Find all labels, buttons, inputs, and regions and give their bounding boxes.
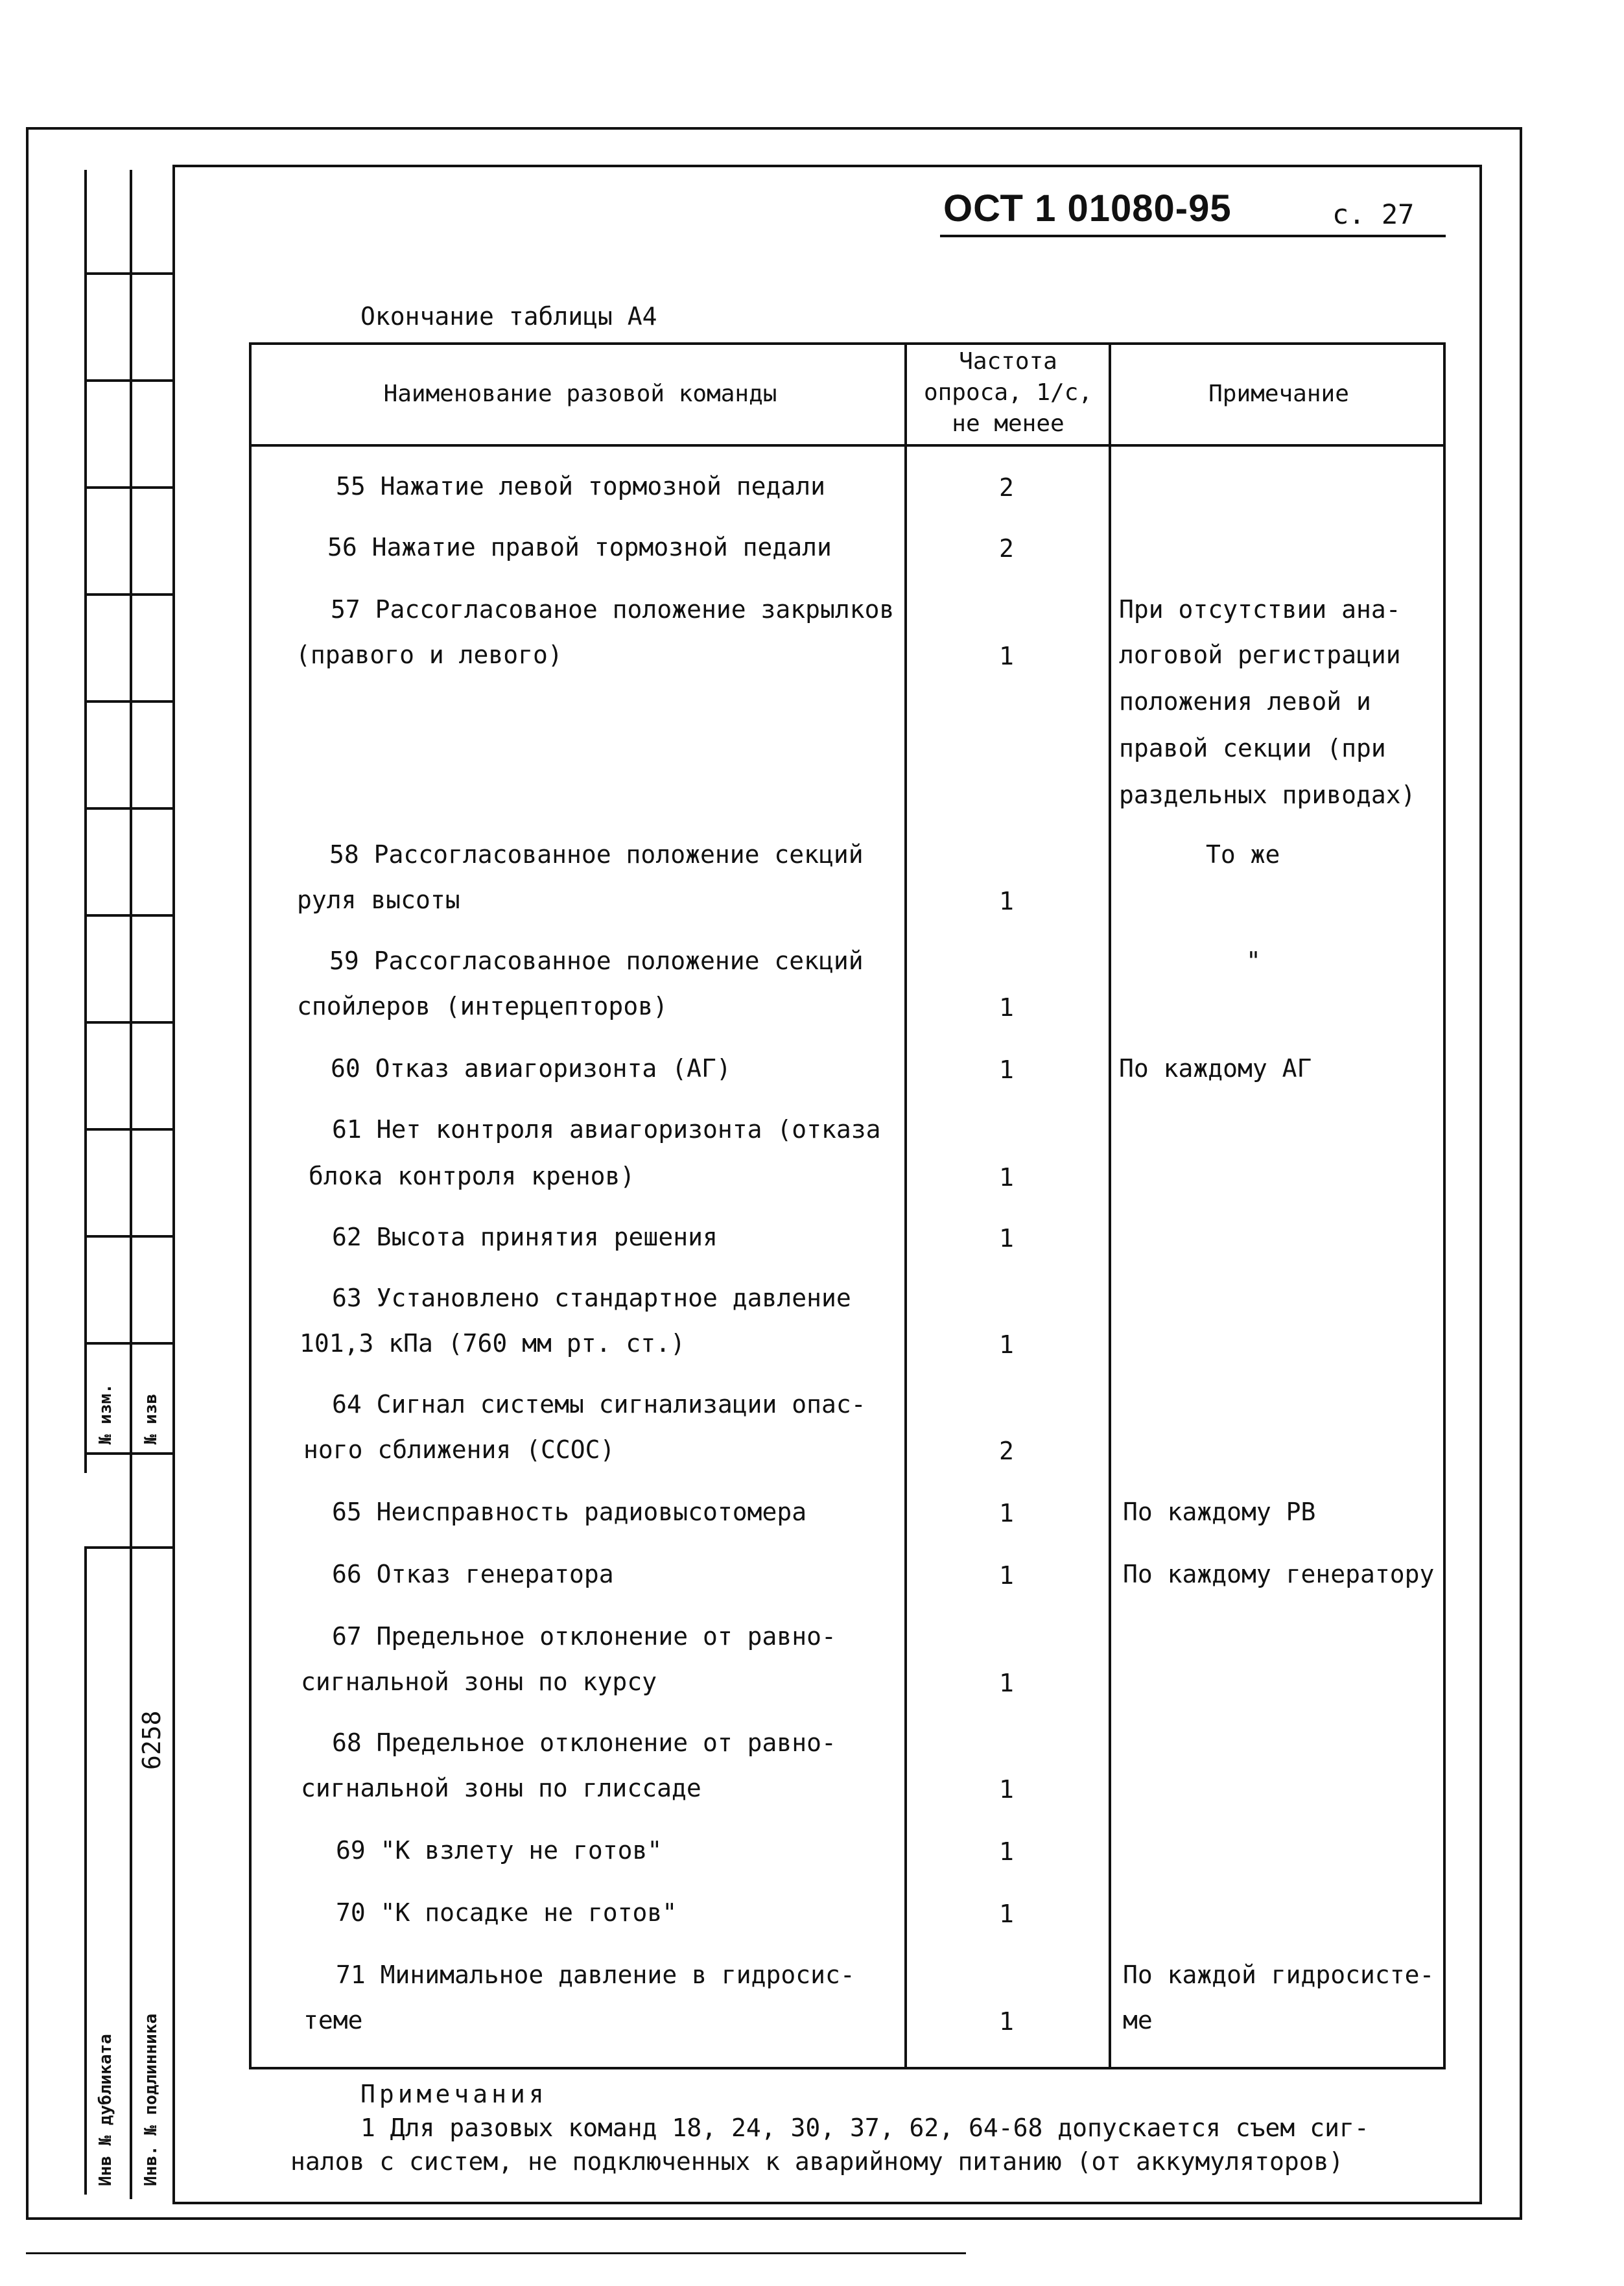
- table-row-note: логовой регистрации: [1119, 641, 1401, 669]
- notes-line: налов с систем, не подключенных к аварийному питанию (от аккумуляторов): [290, 2147, 1344, 2176]
- table-row-note: По каждому АГ: [1119, 1054, 1312, 1083]
- table-row-freq: 2: [999, 473, 1014, 502]
- table-row-name: (правого и левого): [296, 641, 563, 669]
- table-row-name: 68 Предельное отклонение от равно-: [332, 1728, 836, 1757]
- table-caption: Окончание таблицы А4: [360, 302, 657, 331]
- col-rule-1: [904, 342, 907, 2069]
- table-row-note: То же: [1206, 840, 1280, 869]
- table-row-note: ме: [1123, 2006, 1153, 2034]
- table-row-freq: 1: [999, 1330, 1014, 1359]
- table-row-freq: 1: [999, 1055, 1014, 1084]
- col-header-freq-line: не менее: [952, 410, 1065, 437]
- table-row-note: По каждому генератору: [1123, 1560, 1435, 1588]
- side-label-dublikat: Инв № дубликата: [96, 2034, 115, 2186]
- table-row-name: блока контроля кренов): [309, 1162, 635, 1190]
- table-row-name: 101,3 кПа (760 мм рт. ст.): [300, 1329, 685, 1358]
- side-podlinnik-number: 6258: [137, 1710, 166, 1770]
- col-header-freq-line: опроса, 1/с,: [923, 379, 1093, 406]
- standard-code: ОСТ 1 01080-95: [943, 187, 1232, 230]
- table-row-freq: 1: [999, 993, 1014, 1022]
- table-row-freq: 1: [999, 1561, 1014, 1590]
- side-strip-line: [84, 170, 87, 1473]
- side-strip-line: [84, 1546, 87, 2195]
- table-row-name: 66 Отказ генератора: [332, 1560, 614, 1588]
- col-header-name: Наименование разовой команды: [383, 381, 777, 407]
- col-header-freq: [908, 346, 1109, 440]
- table-row-name: 61 Нет контроля авиагоризонта (отказа: [332, 1115, 881, 1144]
- table-row-note: правой секции (при: [1119, 734, 1386, 762]
- table-row-freq: 1: [999, 1775, 1014, 1804]
- side-strip-sep: [84, 1021, 175, 1024]
- table-row-name: 64 Сигнал системы сигнализации опас-: [332, 1390, 866, 1419]
- table-row-freq: 1: [999, 1837, 1014, 1866]
- table-row-name: 63 Установлено стандартное давление: [332, 1284, 851, 1312]
- table-row-name: 69 "К взлету не готов": [336, 1836, 663, 1865]
- table-row-freq: 1: [999, 1224, 1014, 1253]
- bottom-scan-line: [26, 2252, 966, 2254]
- table-row-name: 59 Рассогласованное положение секций: [329, 947, 864, 975]
- side-strip-sep: [84, 593, 175, 596]
- page-number: с. 27: [1332, 198, 1415, 230]
- table-row-name: спойлеров (интерцепторов): [297, 992, 668, 1020]
- side-strip-sep: [84, 700, 175, 703]
- notes-line: 1 Для разовых команд 18, 24, 30, 37, 62, 64-68 допускается съем сиг-: [360, 2114, 1369, 2142]
- table-row-note: ": [1246, 947, 1261, 975]
- table-row-name: 58 Рассогласованное положение секций: [329, 840, 864, 869]
- table-row-freq: 1: [999, 2007, 1014, 2036]
- table-row-freq: 1: [999, 642, 1014, 670]
- table-row-freq: 2: [999, 1437, 1014, 1465]
- col-rule-2: [1109, 342, 1111, 2069]
- side-strip-sep: [84, 1546, 175, 1549]
- side-strip-sep: [84, 486, 175, 489]
- table-row-name: ного сближения (ССОС): [303, 1435, 615, 1464]
- table-row-note: раздельных приводах): [1119, 781, 1416, 809]
- side-strip-sep: [84, 1452, 175, 1455]
- side-strip-sep: [84, 1128, 175, 1131]
- table-row-name: теме: [303, 2006, 363, 2034]
- table-row-freq: 1: [999, 1163, 1014, 1192]
- table-row-note: По каждому РВ: [1123, 1498, 1316, 1526]
- table-row-name: 67 Предельное отклонение от равно-: [332, 1622, 836, 1651]
- table-row-name: сигнальной зоны по курсу: [301, 1667, 657, 1696]
- table-row-freq: 2: [999, 534, 1014, 563]
- side-label-podlinnik: Инв. № подлинника: [141, 2013, 161, 2186]
- table-row-note: По каждой гидросисте-: [1123, 1961, 1435, 1989]
- header-underline: [940, 235, 1446, 237]
- table-row-freq: 1: [999, 1669, 1014, 1697]
- side-strip-sep: [84, 1342, 175, 1345]
- table-row-freq: 1: [999, 887, 1014, 915]
- side-strip-line: [130, 170, 132, 2199]
- table-header-rule: [249, 444, 1446, 447]
- table-row-name: 60 Отказ авиагоризонта (АГ): [331, 1054, 731, 1083]
- table-row-name: 65 Неисправность радиовысотомера: [332, 1498, 807, 1526]
- table-row-name: руля высоты: [297, 886, 460, 914]
- table-row-freq: 1: [999, 1900, 1014, 1928]
- side-strip-sep: [84, 379, 175, 382]
- side-label-izv: № изв: [141, 1393, 161, 1444]
- notes-title: Примечания: [360, 2080, 548, 2108]
- table-row-note: При отсутствии ана-: [1119, 595, 1401, 624]
- table-row-name: 55 Нажатие левой тормозной педали: [336, 472, 825, 501]
- table-row-name: 70 "К посадке не готов": [336, 1898, 677, 1927]
- table-row-name: 71 Минимальное давление в гидросис-: [336, 1961, 855, 1989]
- side-strip-sep: [84, 914, 175, 917]
- table-row-name: 62 Высота принятия решения: [332, 1223, 718, 1251]
- table-row-freq: 1: [999, 1499, 1014, 1527]
- side-strip-sep: [84, 272, 175, 275]
- col-header-note: Примечание: [1208, 381, 1349, 407]
- side-strip-sep: [84, 807, 175, 810]
- table-row-name: 57 Рассогласованое положение закрылков: [331, 595, 895, 624]
- table-row-name: сигнальной зоны по глиссаде: [301, 1774, 701, 1802]
- col-header-freq-line: Частота: [959, 348, 1057, 375]
- notes-section: [290, 2077, 1369, 2178]
- side-label-izm: № изм.: [96, 1384, 115, 1444]
- table-row-note: положения левой и: [1119, 687, 1371, 716]
- side-strip-sep: [84, 1235, 175, 1238]
- table-row-name: 56 Нажатие правой тормозной педали: [327, 533, 832, 561]
